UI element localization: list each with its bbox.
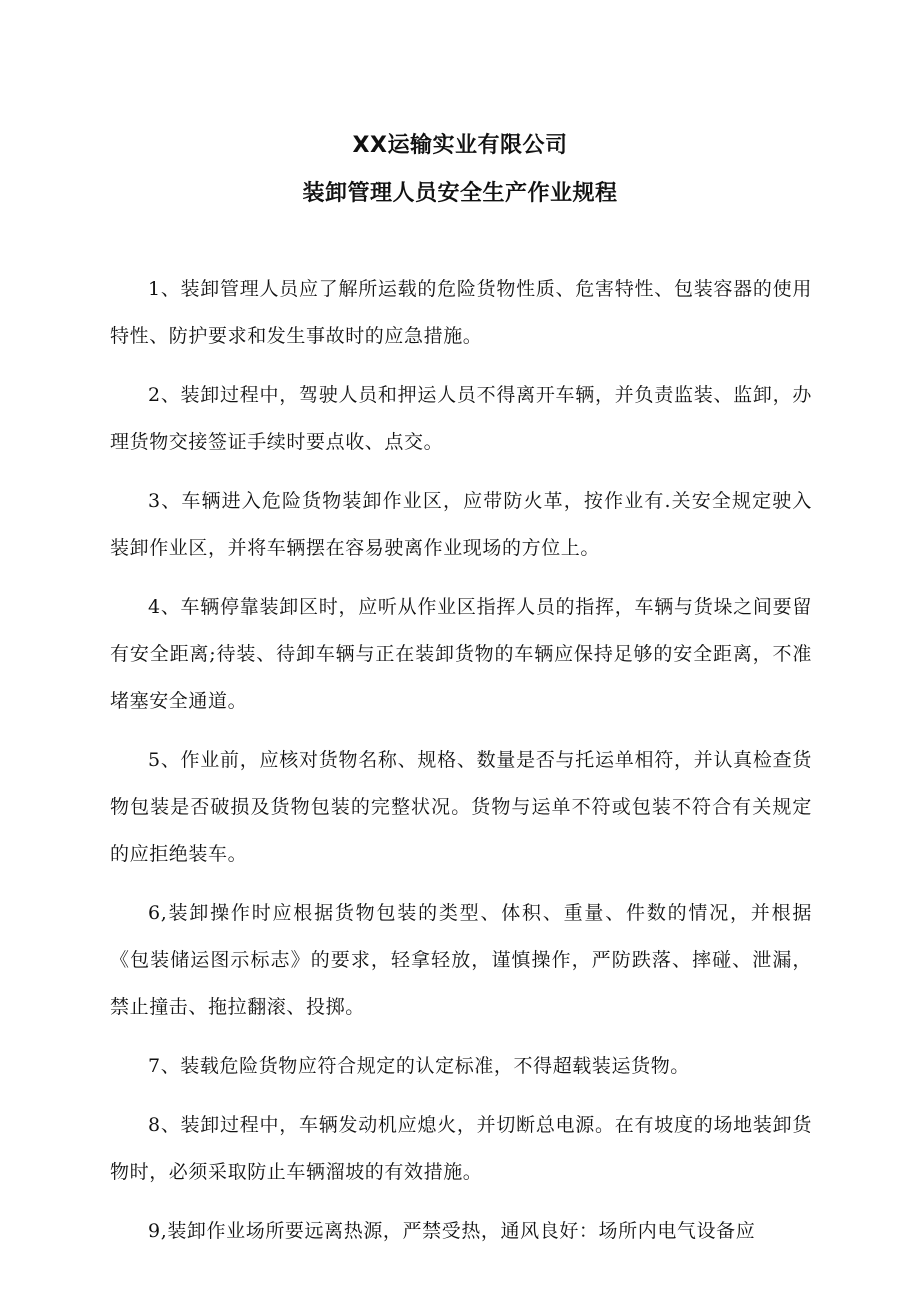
paragraph-9: 9,装卸作业场所要远离热源，严禁受热，通风良好：场所内电气设备应 — [148, 1220, 756, 1242]
document-title: 装卸管理人员安全生产作业规程 — [302, 181, 618, 206]
paragraph-2: 2、装卸过程中，驾驶人员和押运人员不得离开车辆，并负责监装、监卸，办理货物交接签证手续时要点收、点交。 — [110, 384, 812, 453]
paragraph-7: 7、装载危险货物应符合规定的认定标准，不得超载装运货物。 — [148, 1055, 690, 1077]
paragraph-3: 3、车辆进入危险货物装卸作业区，应带防火革，按作业有.关安全规定驶入装卸作业区，并将车辆摆在容易驶离作业现场的方位上。 — [110, 490, 812, 559]
paragraph-1: 1、装卸管理人员应了解所运载的危险货物性质、危害特性、包装容器的使用特性、防护要求和发生事故时的应急措施。 — [110, 278, 812, 347]
paragraph-8: 8、装卸过程中，车辆发动机应熄火，并切断总电源。在有坡度的场地装卸货物时，必须采取防止车辆溜坡的有效措施。 — [110, 1114, 812, 1183]
paragraph-4: 4、车辆停靠装卸区时，应听从作业区指挥人员的指挥，车辆与货垛之间要留有安全距离;待装、待卸车辆与正在装卸货物的车辆应保持足够的安全距离，不准堵塞安全通道。 — [110, 596, 812, 712]
company-title: XX运输实业有限公司 — [352, 133, 568, 158]
paragraph-5: 5、作业前，应核对货物名称、规格、数量是否与托运单相符，并认真检查货物包装是否破损及货物包装的完整状况。货物与运单不符或包装不符合有关规定的应拒绝装车。 — [110, 749, 812, 865]
document-body — [110, 266, 812, 1267]
paragraph-6: 6,装卸操作时应根据货物包装的类型、体积、重量、件数的情况，并根据《包装储运图示标志》的要求，轻拿轻放，谨慎操作，严防跌落、摔碰、泄漏，禁止撞击、拖拉翻滚、投掷。 — [110, 902, 812, 1018]
